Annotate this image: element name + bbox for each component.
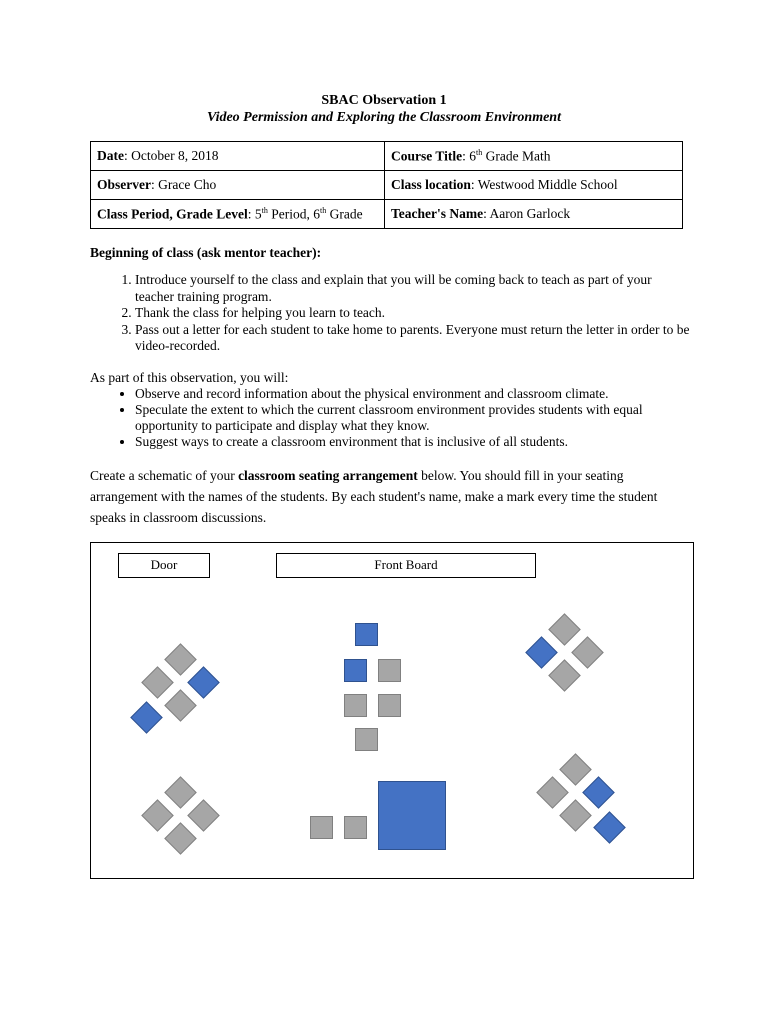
student-desk	[344, 659, 367, 682]
table-row	[91, 171, 683, 200]
location-label: Class location	[391, 177, 471, 192]
student-desk	[141, 799, 174, 832]
period-sup-2: th	[319, 205, 327, 215]
student-desk	[164, 776, 197, 809]
location-value: : Westwood Middle School	[470, 177, 618, 192]
student-desk	[164, 822, 197, 855]
student-desk	[164, 689, 197, 722]
front-board-label: Front Board	[276, 553, 536, 578]
observation-intro: As part of this observation, you will:	[90, 370, 289, 385]
list-item: 2. Thank the class for helping you learn to teach.	[135, 305, 690, 322]
date-label: Date	[97, 148, 124, 163]
course-prefix: : 6	[462, 148, 477, 164]
period-label: Class Period, Grade Level	[97, 206, 248, 222]
schematic-text-bold: classroom seating arrangement	[238, 468, 418, 483]
period-cell	[91, 200, 385, 229]
teacher-label: Teacher's Name	[391, 206, 484, 221]
beginning-heading: Beginning of class (ask mentor teacher):	[90, 245, 322, 260]
student-desk	[548, 613, 581, 646]
page-subtitle: Video Permission and Exploring the Classroom Environment	[207, 110, 561, 125]
date-value: : October 8, 2018	[124, 148, 219, 163]
student-desk	[378, 659, 401, 682]
list-item: • Speculate the extent to which the current classroom environment provides students with equal opportunity to participate and display what they know.	[135, 402, 690, 434]
teacher-value: : Aaron Garlock	[483, 206, 571, 221]
teacher-cell	[385, 200, 683, 229]
list-item: 3. Pass out a letter for each student to take home to parents. Everyone must return the letter in order to be video-recorded.	[135, 322, 690, 355]
list-item: • Observe and record information about the physical environment and classroom climate.	[135, 386, 690, 402]
schematic-text-after: below. You should fill in your seating arrangement with the names of the students. By each student's name, make a mark every time the student speaks in classroom discussions.	[90, 468, 658, 525]
student-desk	[355, 623, 378, 646]
classroom-schematic	[90, 542, 694, 879]
student-desk	[164, 643, 197, 676]
student-desk	[559, 753, 592, 786]
door-label: Door	[118, 553, 210, 578]
course-cell	[385, 142, 683, 171]
student-desk	[187, 666, 220, 699]
student-desk	[582, 776, 615, 809]
schematic-text-before: Create a schematic of your	[90, 468, 239, 483]
list-item: • Suggest ways to create a classroom environment that is inclusive of all students.	[135, 434, 690, 450]
period-prefix: : 5	[247, 206, 262, 222]
course-suffix: Grade Math	[482, 148, 551, 164]
observer-label: Observer	[97, 177, 151, 192]
table-row	[91, 142, 683, 171]
schematic-instructions	[90, 465, 690, 528]
period-suffix: Grade	[326, 206, 363, 222]
student-desk	[355, 728, 378, 751]
date-cell	[91, 142, 385, 171]
course-label: Course Title	[391, 148, 463, 164]
observer-cell	[91, 171, 385, 200]
student-desk	[559, 799, 592, 832]
student-desk	[310, 816, 333, 839]
student-desk	[141, 666, 174, 699]
student-desk	[571, 636, 604, 669]
student-desk	[344, 694, 367, 717]
student-desk	[525, 636, 558, 669]
student-desk	[536, 776, 569, 809]
page-title: SBAC Observation 1	[321, 93, 447, 108]
observer-value: : Grace Cho	[150, 177, 217, 192]
observation-list	[90, 386, 690, 450]
student-desk	[344, 816, 367, 839]
period-mid: Period, 6	[267, 206, 320, 222]
student-desk	[130, 701, 163, 734]
course-sup: th	[476, 147, 483, 157]
list-item: 1. Introduce yourself to the class and explain that you will be coming back to teach as part of your teacher training program.	[135, 272, 690, 305]
teacher-desk	[378, 781, 446, 850]
student-desk	[378, 694, 401, 717]
info-table	[90, 141, 683, 229]
student-desk	[548, 659, 581, 692]
student-desk	[187, 799, 220, 832]
student-desk	[593, 811, 626, 844]
table-row	[91, 200, 683, 229]
period-sup-1: th	[261, 205, 268, 215]
location-cell	[385, 171, 683, 200]
steps-list	[90, 272, 690, 355]
